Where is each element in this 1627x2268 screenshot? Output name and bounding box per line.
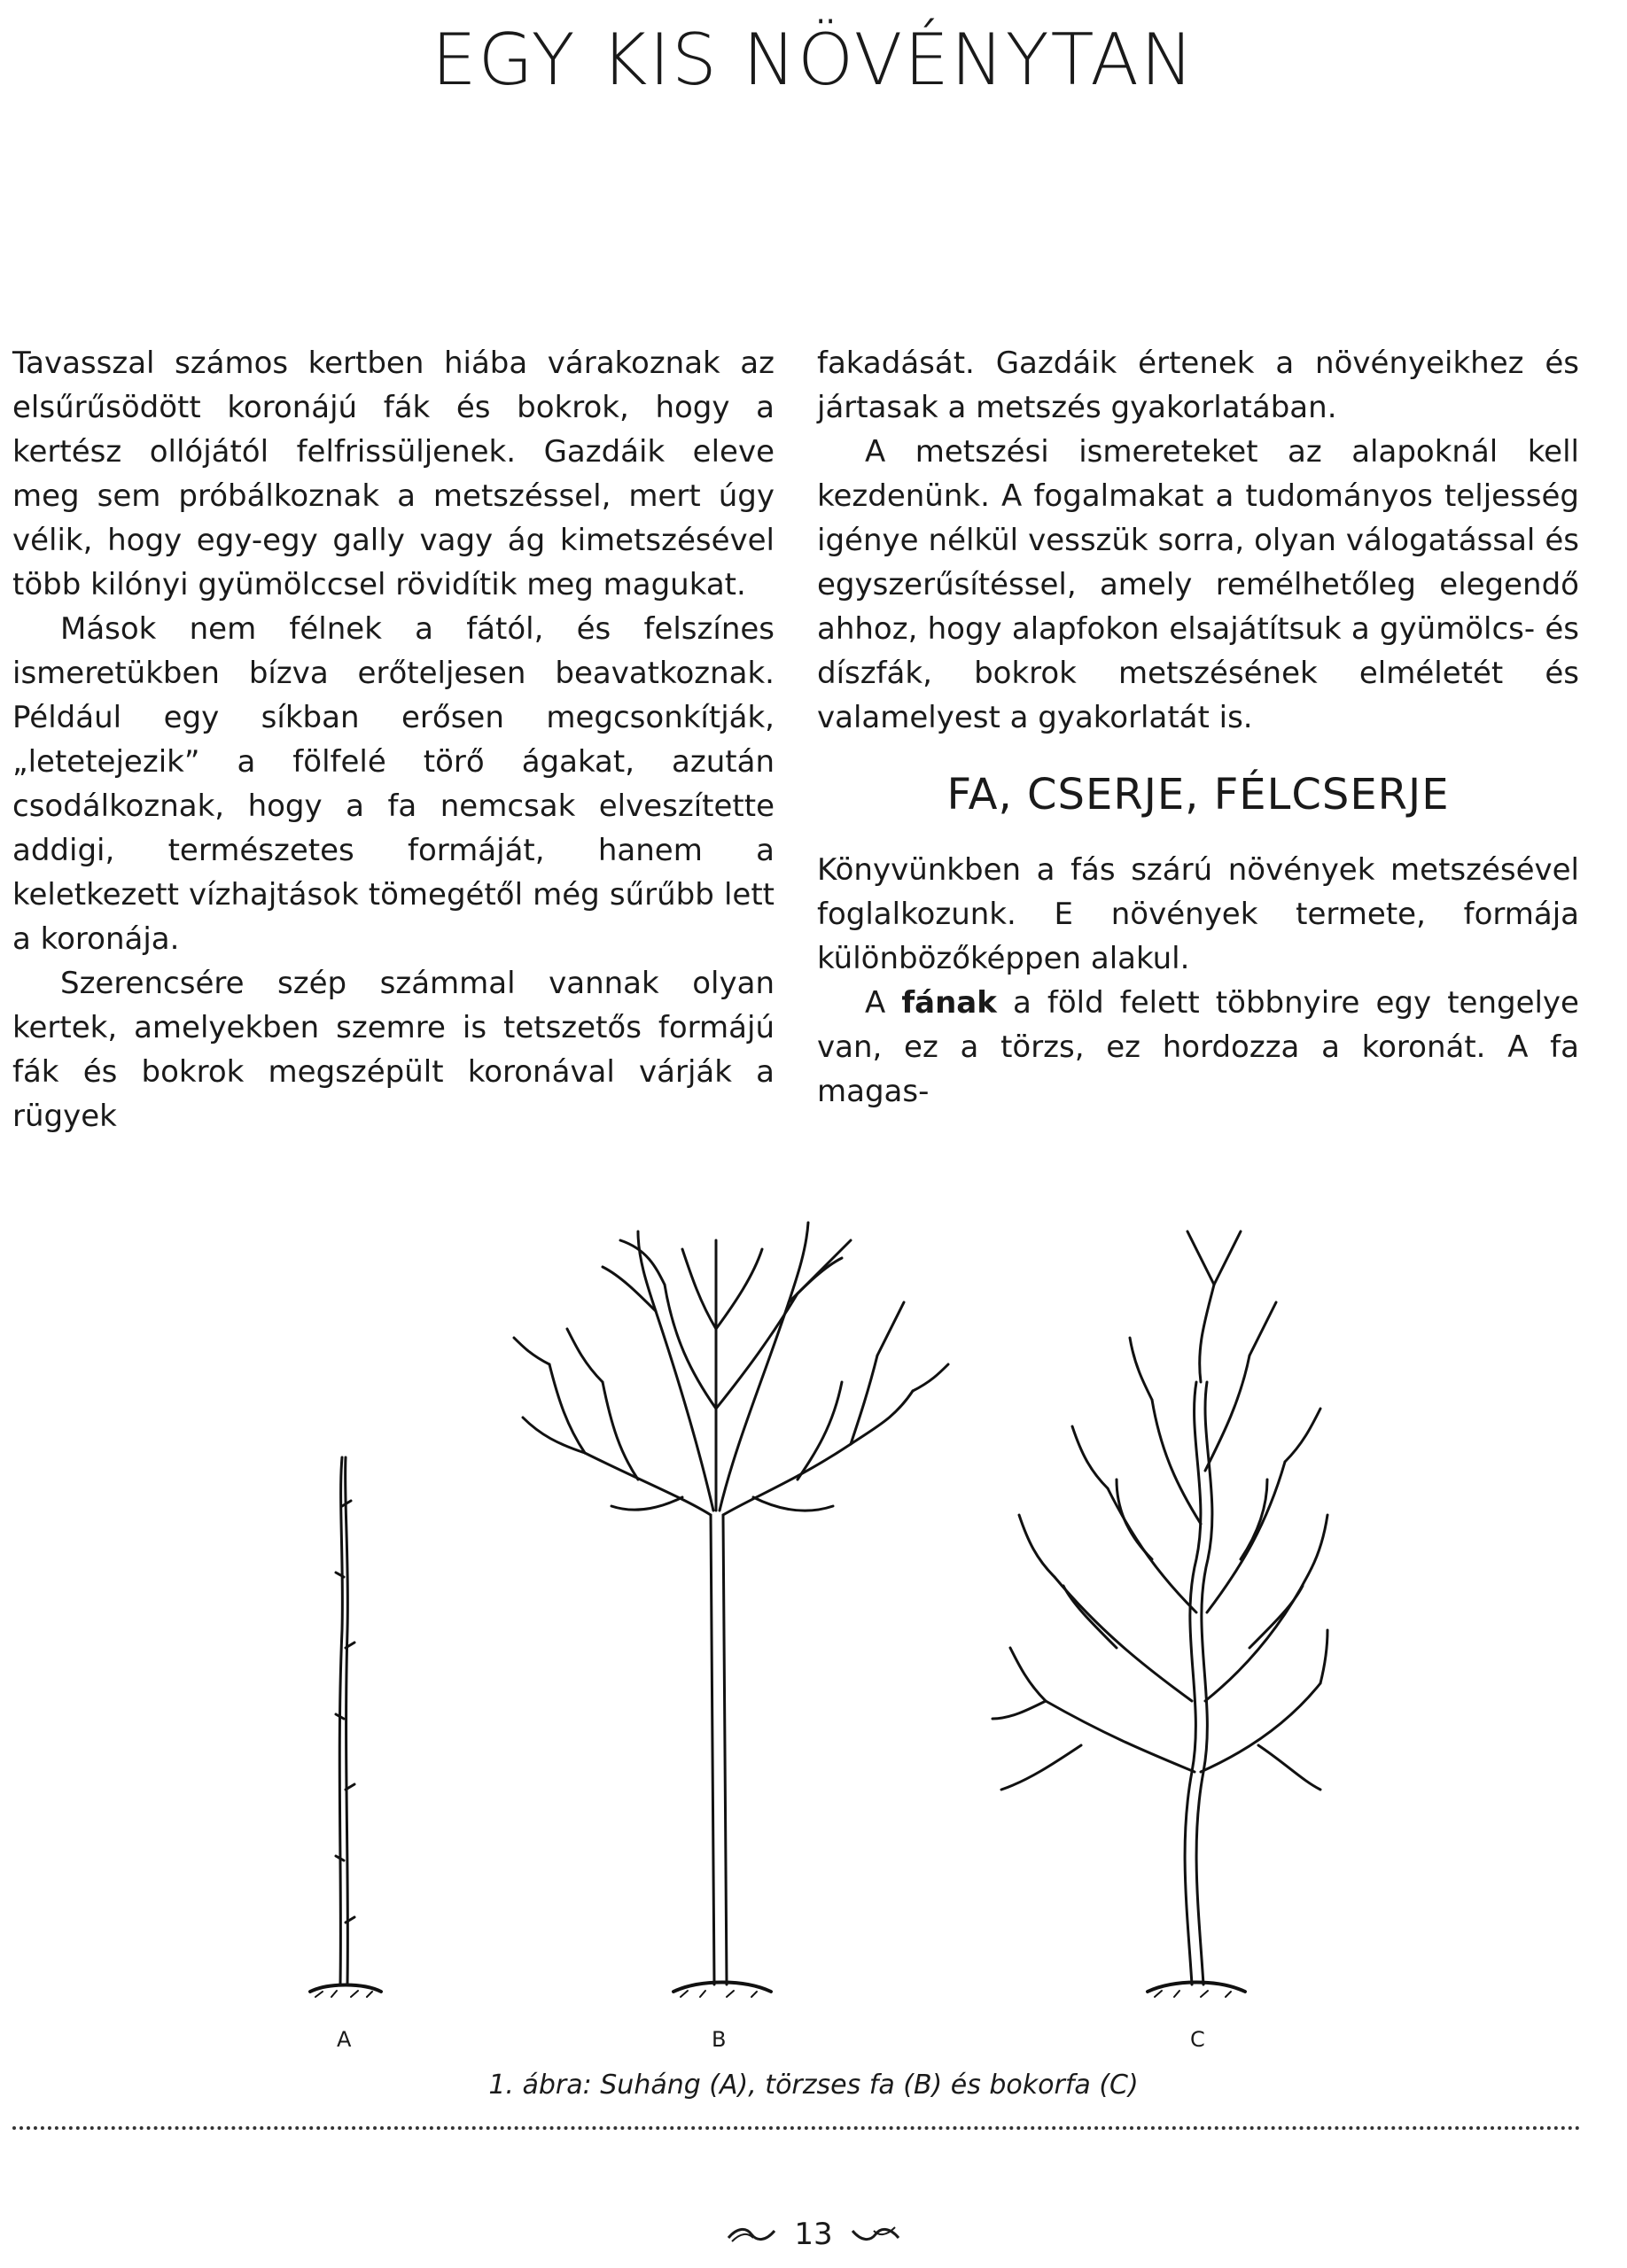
- paragraph: Könyvünkben a fás szárú növények metszésével foglalkozunk. E növények termete, formája különbözőképpen alakul.: [817, 852, 1579, 976]
- paragraph: fakadását. Gazdáik értenek a növényeikhez és jártasak a metszés gyakorlatában.: [817, 346, 1579, 425]
- bush-tree-drawing: [993, 1231, 1327, 1997]
- section-heading: FA, CSERJE, FÉLCSERJE: [946, 770, 1450, 819]
- tree-illustration: [266, 1205, 1329, 2020]
- figure-caption: 1. ábra: Suháng (A), törzses fa (B) és bokorfa (C): [488, 2070, 1139, 2101]
- whip-drawing: [310, 1457, 381, 1997]
- tree-figure: [266, 1205, 1329, 2055]
- figure-label-a: A: [337, 2027, 352, 2052]
- right-column: [817, 341, 1579, 1114]
- paragraph: A metszési ismereteket az alapoknál kell kezdenünk. A fogalmakat a tudományos teljesség igénye nélkül vesszük sorra, olyan válogatással és egyszerűsítéssel, amely remélhetőleg elegendő ahhoz, hogy alapfokon elsajátítsuk a gyümölcs- és díszfák, bokrok metszésének elméletét és valamelyest a gyakorlatát is.: [817, 434, 1579, 735]
- dotted-divider: [12, 2126, 1581, 2130]
- page-footer: [0, 2215, 1627, 2252]
- figure-label-c: C: [1190, 2027, 1205, 2052]
- wave-ornament-icon: [725, 2222, 778, 2247]
- paragraph-rest: a föld felett többnyire egy tengelye van, ez a törzs, ez hordozza a koronát. A fa magas-: [817, 985, 1579, 1109]
- standard-tree-drawing: [514, 1223, 948, 1997]
- paragraph: Tavasszal számos kertben hiába várakoznak az elsűrűsödött koronájú fák és bokrok, hogy a kertész ollójától felfrissüljenek. Gazdáik eleve meg sem próbálkoznak a metszéssel, mert úgy vélik, hogy egy-egy gally vagy ág kimetszésével több kilónyi gyümölccsel rövidítik meg magukat.: [12, 346, 775, 602]
- left-column: [12, 341, 775, 1138]
- paragraph: Mások nem félnek a fától, és felszínes ismeretükben bízva erőteljesen beavatkoznak. Például egy síkban erősen megcsonkítják, „letetejezik” a fölfelé törő ágakat, azután csodálkoznak, hogy a fa nemcsak elveszítette addigi, természetes formáját, hanem a keletkezett vízhajtások tömegétől még sűrűbb lett a koronája.: [12, 611, 775, 957]
- figure-label-b: B: [712, 2027, 727, 2052]
- bold-term: fának: [901, 985, 997, 1021]
- page-number: 13: [794, 2216, 833, 2252]
- paragraph: Szerencsére szép számmal vannak olyan kertek, amelyekben szemre is tetszetős formájú fák és bokrok megszépült koronával várják a rügyek: [12, 966, 775, 1134]
- page-title: EGY KIS NÖVÉNYTAN: [432, 19, 1195, 101]
- paragraph-prefix: A: [865, 985, 902, 1021]
- wave-ornament-icon: [849, 2222, 902, 2247]
- paragraph: [817, 981, 1579, 1114]
